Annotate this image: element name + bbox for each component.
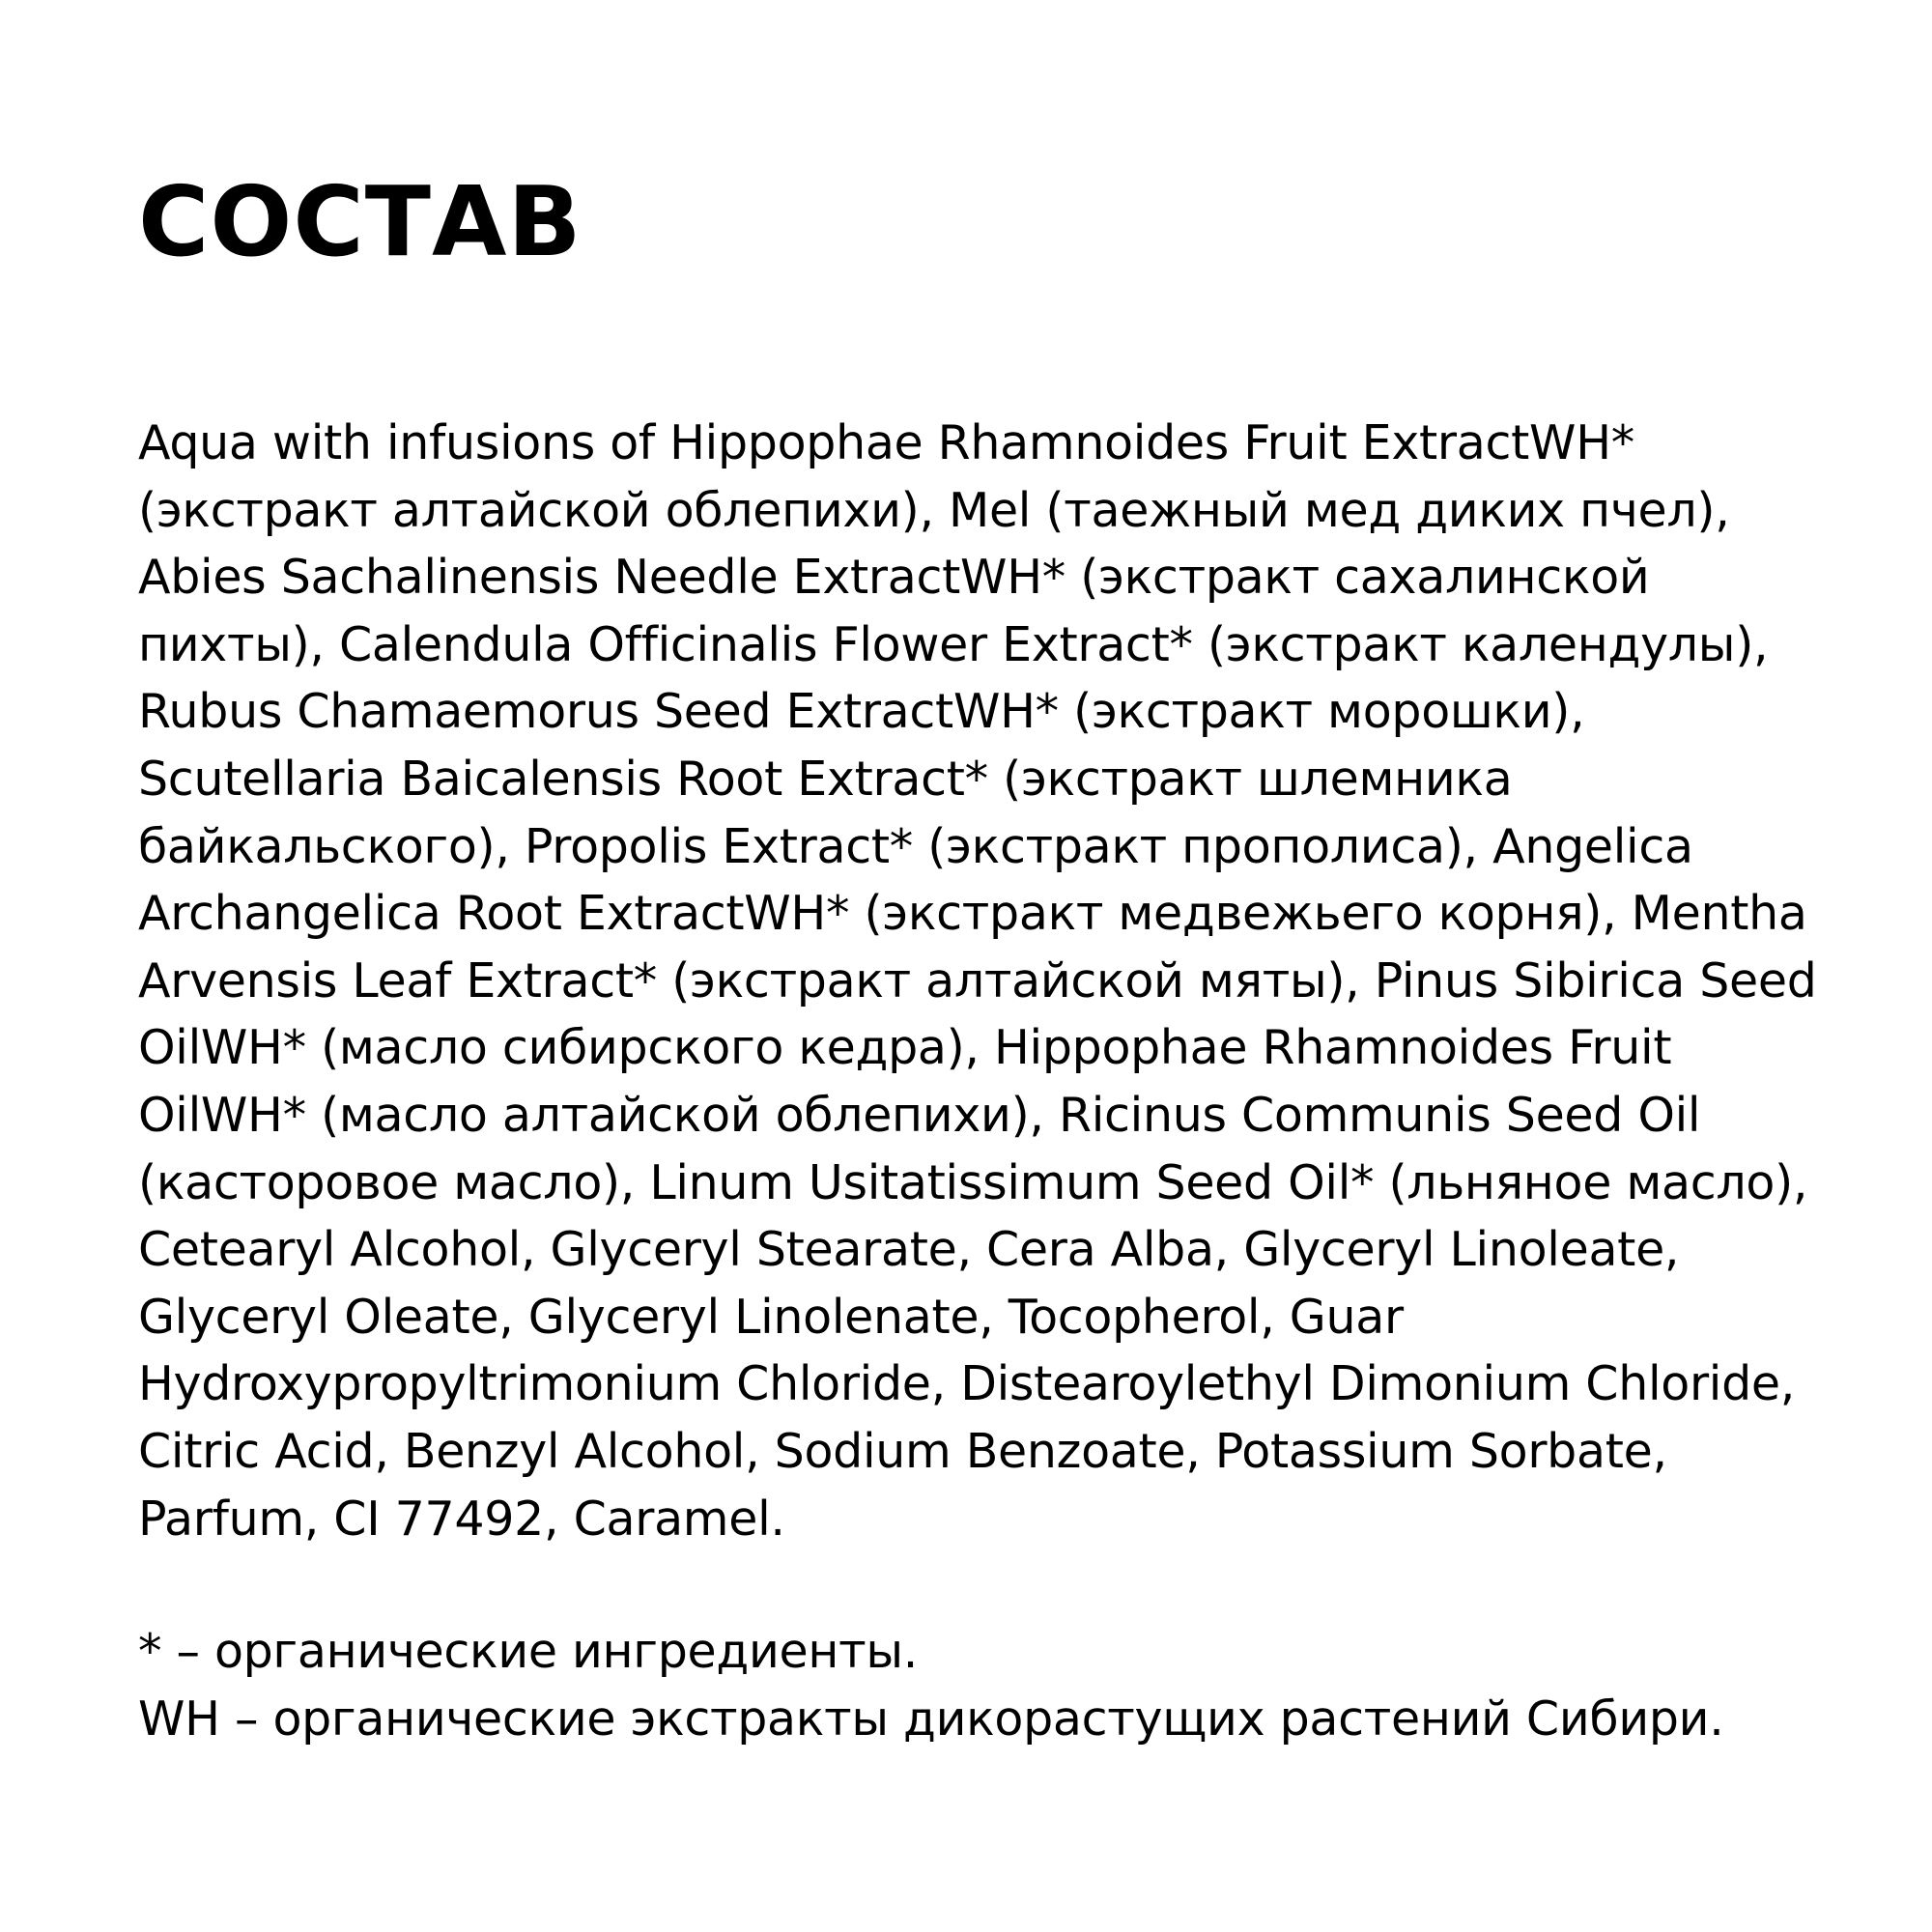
footnote-wild-harvested: WH – органические экстракты дикорастущих растений Сибири. (138, 1691, 1724, 1747)
ingredients-line: Parfum, CI 77492, Caramel. (138, 1491, 785, 1547)
ingredients-line: (экстракт алтайской облепихи), Mel (таежный мед диких пчел), (138, 482, 1730, 538)
ingredients-line: Citric Acid, Benzyl Alcohol, Sodium Benzoate, Potassium Sorbate, (138, 1423, 1667, 1479)
ingredients-line: (касторовое масло), Linum Usitatissimum Seed Oil* (льняное масло), (138, 1154, 1808, 1210)
ingredients-line: Archangelica Root ExtractWH* (экстракт медвежьего корня), Mentha (138, 886, 1807, 942)
ingredients-line: пихты), Calendula Officinalis Flower Extract* (экстракт календулы), (138, 616, 1769, 672)
ingredients-line: Cetearyl Alcohol, Glyceryl Stearate, Cera Alba, Glyceryl Linoleate, (138, 1222, 1680, 1278)
ingredients-line: Glyceryl Oleate, Glyceryl Linolenate, Tocopherol, Guar (138, 1289, 1404, 1345)
ingredients-line: Abies Sachalinensis Needle ExtractWH* (экстракт сахалинской (138, 550, 1650, 606)
footnote-organic: * – органические ингредиенты. (138, 1624, 918, 1679)
page-title: СОСТАВ (138, 165, 582, 278)
ingredients-line: Aqua with infusions of Hippophae Rhamnoides Fruit ExtractWH* (138, 415, 1634, 470)
ingredients-line: Rubus Chamaemorus Seed ExtractWH* (экстракт морошки), (138, 684, 1585, 740)
footnotes (138, 1618, 1819, 1753)
ingredients-line: Arvensis Leaf Extract* (экстракт алтайской мяты), Pinus Sibirica Seed (138, 952, 1817, 1009)
ingredients-line: OilWH* (масло сибирского кедра), Hippophae Rhamnoides Fruit (138, 1020, 1672, 1076)
ingredients-line: Scutellaria Baicalensis Root Extract* (экстракт шлемника (138, 751, 1513, 807)
ingredients-line: OilWH* (масло алтайской облепихи), Ricinus Communis Seed Oil (138, 1087, 1701, 1143)
ingredients-line: байкальского), Propolis Extract* (экстракт прополиса), Angelica (138, 818, 1693, 874)
ingredients-list (138, 410, 1819, 1552)
ingredients-line: Hydroxypropyltrimonium Chloride, Distearoylethyl Dimonium Chloride, (138, 1356, 1796, 1412)
